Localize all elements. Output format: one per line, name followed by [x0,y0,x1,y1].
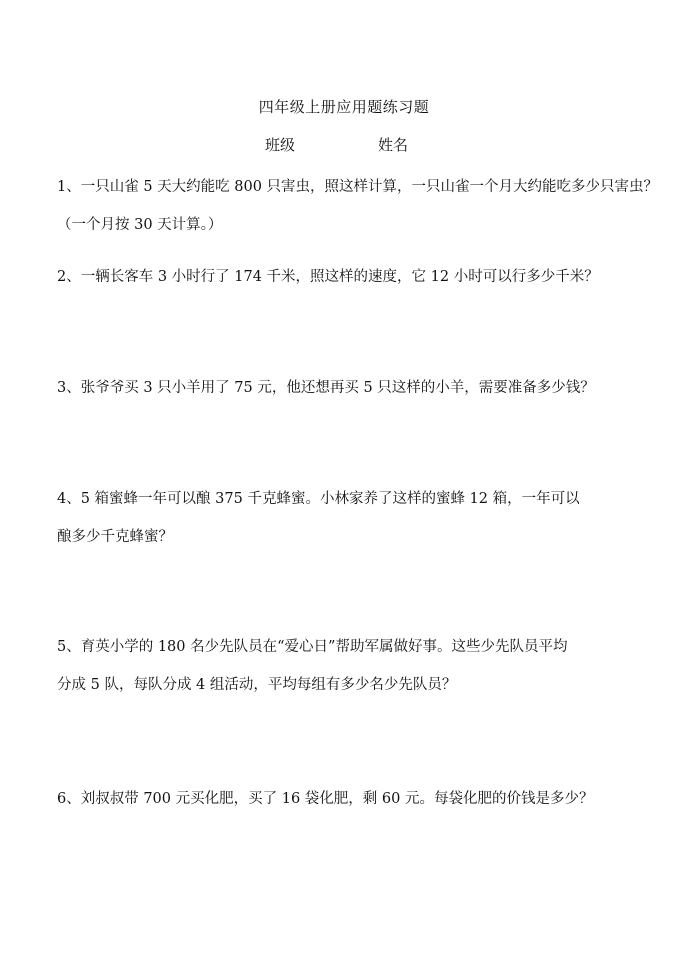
question-5-line-2: 分成 5 队，每队分成 4 组活动，平均每组有多少名少先队员？ [57,677,457,693]
question-3-line-1: 3、张爷爷买 3 只小羊用了 75 元，他还想再买 5 只这样的小羊，需要准备多少钱？ [57,380,595,396]
question-2 [57,258,637,296]
question-1 [57,168,659,244]
question-6-line-1: 6、刘叔叔带 700 元买化肥，买了 16 袋化肥，剩 60 元。每袋化肥的价钱是多少？ [57,791,594,807]
question-3 [57,369,637,407]
class-label: 班级 [265,136,296,154]
question-5 [57,628,637,704]
question-1-line-2: （一个月按 30 天计算。） [57,217,223,233]
question-2-line-1: 2、一辆长客车 3 小时行了 174 千米，照这样的速度，它 12 小时可以行多少千米？ [57,269,599,285]
question-4-line-1: 4、5 箱蜜蜂一年可以酿 375 千克蜂蜜。小林家养了这样的蜜蜂 12 箱，一年可以 [57,491,580,507]
question-1-line-1: 1、一只山雀 5 天大约能吃 800 只害虫，照这样计算，一只山雀一个月大约能吃多少只害虫？ [57,179,659,195]
question-4-line-2: 酿多少千克蜂蜜？ [57,529,173,545]
worksheet-title: 四年级上册应用题练习题 [258,98,430,116]
question-4 [57,480,637,556]
name-label: 姓名 [378,136,409,154]
question-5-line-1: 5、育英小学的 180 名少先队员在“爱心日”帮助军属做好事。这些少先队员平均 [57,639,568,655]
question-6 [57,780,637,818]
